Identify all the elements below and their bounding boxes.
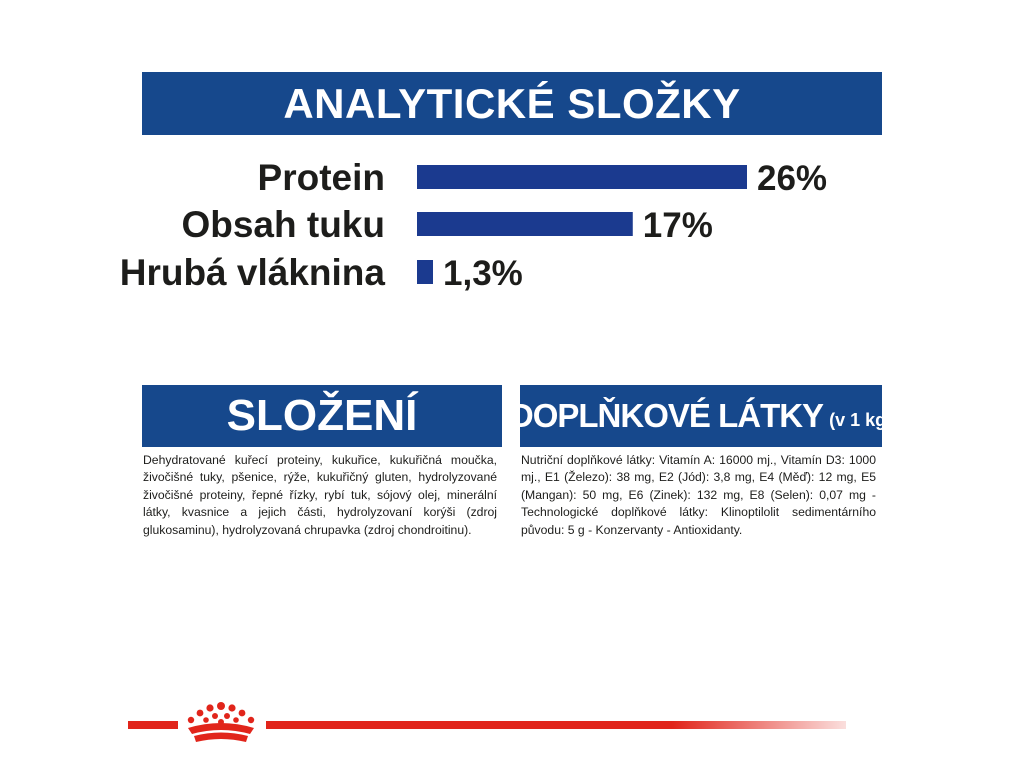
composition-text: Dehydratované kuřecí proteiny, kukuřice, kukuřičná moučka, živočišné tuky, pšenice, rýže, kukuřičný gluten, hydrolyzované živočišné proteiny, řepné řízky, rybí tuk, sójový olej, minerální látky, kvasnice a jejich části, hydrolyzovaní korýši (zdroj glukosaminu), hydrolyzovaná chrupavka (zdroj chondroitinu). <box>143 453 497 537</box>
composition-header: SLOŽENÍ <box>142 385 502 447</box>
bar-label-0: Protein <box>257 157 385 198</box>
crown-icon <box>180 700 262 746</box>
additives-header <box>509 385 893 447</box>
additives-title: DOPLŇKOVÉ LÁTKY <box>509 397 824 434</box>
bar-0 <box>417 165 747 189</box>
analytic-chart <box>0 150 1024 300</box>
additives-text: Nutriční doplňkové látky: Vitamín A: 16000 mj., Vitamín D3: 1000 mj., E1 (Železo): 38 mg, E2 (Jód): 3,8 mg, E4 (Měď): 12 mg, E5 (Mangan): 50 mg, E6 (Zinek): 132 mg, E8 (Selen): 0,07 mg - Technologické doplňkové látky: Klinoptilolit sedimentárního původu: 5 g - Konzervanty - Antioxidanty. <box>521 453 876 537</box>
bar-value-0: 26% <box>757 159 828 198</box>
footer-line-right <box>266 721 846 729</box>
bar-1 <box>417 212 633 236</box>
footer-line-left <box>128 721 178 729</box>
bar-label-1: Obsah tuku <box>181 204 385 245</box>
analytic-header: ANALYTICKÉ SLOŽKY <box>142 72 882 135</box>
additives-unit: (v 1 kg) <box>829 409 893 430</box>
bar-value-1: 17% <box>642 206 713 245</box>
bar-value-2: 1,3% <box>443 254 523 293</box>
bar-2 <box>417 260 433 284</box>
bar-label-2: Hrubá vláknina <box>119 252 385 293</box>
